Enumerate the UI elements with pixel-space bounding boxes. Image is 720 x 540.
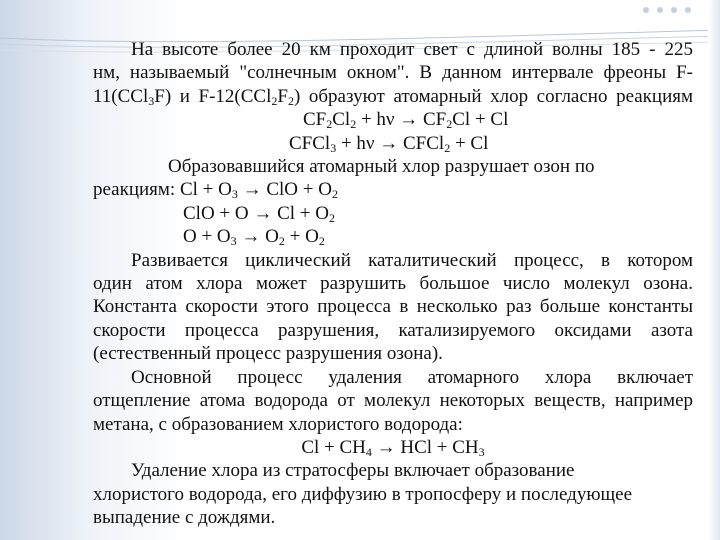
paragraph-line: скорости процесса разрушения, катализируемого оксидами азота (93, 319, 693, 341)
paragraph-line: Удаление хлора из стратосферы включает образование (131, 460, 575, 482)
paragraph-line: Образовавшийся атомарный хлор разрушает озон по (168, 156, 595, 178)
paragraph-line: один атом хлора может разрушить большое число молекул озона. (93, 273, 693, 295)
paragraph-line: Константа скорости этого процесса в несколько раз больше константы (93, 296, 693, 318)
right-border (708, 0, 720, 540)
reaction-equation: $O + O_3 \to O_2 + O_2$ (183, 226, 325, 249)
paragraph-line: реакциям: $Cl + O_3$ → ClO + $O_2$ (93, 179, 338, 202)
paragraph-line: хлористого водорода, его диффузию в тропосферу и последующее (93, 483, 633, 505)
paragraph-line: метана, с образованием хлористого водорода: (93, 413, 463, 435)
paragraph-line: На высоте более 20 км проходит свет с длиной волны 185 - 225 (131, 39, 693, 60)
reaction-equation: $CF_2Cl_2 + h\nu \to CF_2Cl + Cl$ (303, 109, 509, 132)
paragraph-line: отщепление атома водорода от молекул некоторых веществ, например (93, 390, 693, 412)
paragraph-line: 11(CCl$_3$F) и $F-12(CCl_2F_2)$ образуют атомарный хлор согласно реакциям (93, 85, 693, 108)
paragraph-line: Развивается циклический каталитический процесс, в котором (131, 249, 693, 271)
reaction-equation: ClO + $O \to Cl + O_2$ (183, 202, 335, 225)
paragraph-line: нм, называемый "солнечным окном". В данном интервале фреоны F- (93, 62, 693, 84)
slide-text (93, 38, 693, 530)
paragraph-line: (естественный процесс разрушения озона). (93, 343, 443, 365)
paragraph-line: Основной процесс удаления атомарного хлора включает (131, 366, 693, 388)
reaction-equation: $Cl + CH_4$ → HCl + $CH_3$ (301, 436, 485, 459)
reaction-equation: CFCl$_3$ + hν → CFCl$_2$ + Cl (289, 132, 489, 155)
decorative-dots (640, 2, 700, 22)
paragraph-line: выпадение с дождями. (93, 507, 276, 529)
